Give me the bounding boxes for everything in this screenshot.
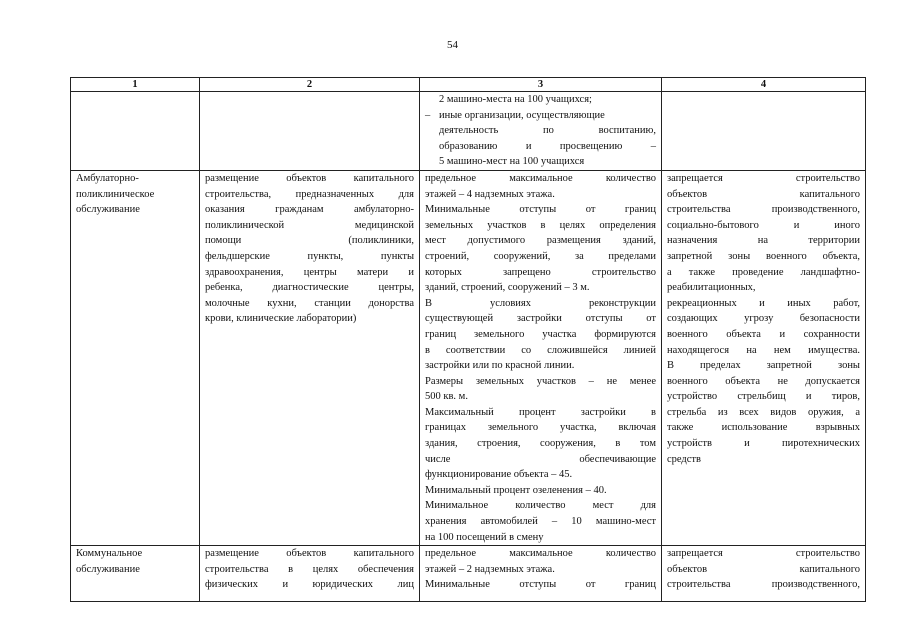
- cell-continued-col4: [662, 92, 866, 171]
- text-line: Амбулаторно-: [76, 172, 139, 184]
- text-line: зданий, строений, сооружений – 3 м.: [425, 282, 590, 294]
- table-header-row: [71, 78, 866, 92]
- text-line: физических и юридических лиц: [205, 579, 414, 591]
- list-dash: [425, 154, 439, 170]
- table-row-continued: [71, 92, 866, 171]
- cell-continued-col3: [420, 92, 662, 171]
- column-header-4: 4: [662, 78, 866, 92]
- text-line: предельное максимальное количество: [425, 172, 656, 184]
- text-line: также использование взрывных: [667, 422, 860, 434]
- list-line: [425, 154, 656, 170]
- text-line: застройки или по красной линии.: [425, 360, 575, 372]
- text-line: фельдшерские пункты, пункты: [205, 250, 414, 262]
- text-line: военного объекта и сохранности: [667, 328, 860, 340]
- text-line: в соответствии со сложившейся линией: [425, 344, 656, 356]
- text-line: строительства, предназначенных для: [205, 188, 414, 200]
- text-line: молочные кухни, станции донорства: [205, 297, 414, 309]
- list-text: 5 машино-мест на 100 учащихся: [439, 156, 585, 168]
- list-dash: –: [425, 109, 431, 121]
- text-line: устройство стрельбищ и тиров,: [667, 391, 860, 403]
- list-text: иные организации, осуществляющие: [439, 109, 605, 121]
- cell-communal-parameters: [420, 546, 662, 602]
- text-line: Коммунальное: [76, 548, 143, 560]
- text-line: объектов капитального: [667, 188, 860, 200]
- text-line: военного объекта не допускается: [667, 375, 860, 387]
- page-number: 54: [447, 39, 458, 51]
- text-line: Минимальное количество мест для: [425, 500, 656, 512]
- text-line: В пределах запретной зоны: [667, 360, 860, 372]
- text-line: границ земельного участка формируются: [425, 328, 656, 340]
- column-header-3: 3: [420, 78, 662, 92]
- text-line: земельных участков в целях определения: [425, 219, 656, 231]
- text-line: 500 кв. м.: [425, 391, 468, 403]
- text-line: размещение объектов капитального: [205, 172, 414, 184]
- text-line: поликлинической медицинской: [205, 219, 414, 231]
- list-line: [425, 92, 656, 108]
- text-line: здания, строения, сооружения, в том: [425, 438, 656, 450]
- list-line: [425, 139, 656, 155]
- text-line: В условиях реконструкции: [425, 297, 656, 309]
- text-line: реабилитационных,: [667, 282, 756, 294]
- text-line: рекреационных и иных работ,: [667, 297, 860, 309]
- text-line: помощи (поликлиники,: [205, 235, 414, 247]
- text-line: границах земельного участка, включая: [425, 422, 656, 434]
- cell-ambulatory-parameters: [420, 170, 662, 545]
- table-row-communal: [71, 546, 866, 602]
- text-line: размещение объектов капитального: [205, 548, 414, 560]
- text-line: назначения на территории: [667, 235, 860, 247]
- text-line: а также проведение ландшафтно-: [667, 266, 860, 278]
- text-line: запрещается строительство: [667, 172, 860, 184]
- text-line: социально-бытового и иного: [667, 219, 860, 231]
- cell-communal-restrictions: [662, 546, 866, 602]
- text-line: находящегося на нем имущества.: [667, 344, 860, 356]
- text-line: которых запрещено строительство: [425, 266, 656, 278]
- text-line: предельное максимальное количество: [425, 548, 656, 560]
- list-line: [425, 123, 656, 139]
- text-line: Максимальный процент застройки в: [425, 406, 656, 418]
- text-line: устройств и пиротехнических: [667, 438, 860, 450]
- text-line: обслуживание: [76, 563, 140, 575]
- text-line: стрельба из всех видов оружия, а: [667, 406, 860, 418]
- text-line: ребенка, диагностические центры,: [205, 282, 414, 294]
- text-line: существующей застройки отступы от: [425, 313, 656, 325]
- text-line: этажей – 4 надземных этажа.: [425, 188, 555, 200]
- cell-ambulatory-name: [71, 170, 200, 545]
- text-line: хранения автомобилей – 10 машино-мест: [425, 516, 656, 528]
- text-line: средств: [667, 453, 701, 465]
- cell-communal-description: [200, 546, 420, 602]
- list-text: образованию и просвещению –: [439, 140, 656, 152]
- text-line: Размеры земельных участков – не менее: [425, 375, 656, 387]
- table-row-ambulatory: [71, 170, 866, 545]
- text-line: строительства производственного,: [667, 579, 860, 591]
- list-text: деятельность по воспитанию,: [439, 125, 656, 137]
- text-line: на 100 посещений в смену: [425, 531, 544, 543]
- list-text: 2 машино-места на 100 учащихся;: [439, 94, 592, 105]
- text-line: здравоохранения, центры матери и: [205, 266, 414, 278]
- cell-continued-col1: [71, 92, 200, 171]
- text-line: обслуживание: [76, 204, 140, 216]
- text-line: объектов капитального: [667, 563, 860, 575]
- text-line: строительства производственного,: [667, 204, 860, 216]
- text-line: Минимальные отступы от границ: [425, 579, 656, 591]
- text-line: запретной зоны военного объекта,: [667, 250, 860, 262]
- cell-ambulatory-description: [200, 170, 420, 545]
- cell-communal-name: [71, 546, 200, 602]
- text-line: Минимальные отступы от границ: [425, 204, 656, 216]
- text-line: строений, сооружений, за пределами: [425, 250, 656, 262]
- list-line: [425, 108, 656, 124]
- zoning-regulations-table: [70, 77, 866, 602]
- column-header-1: 1: [71, 78, 200, 92]
- text-line: Минимальный процент озеленения – 40.: [425, 484, 607, 496]
- text-line: крови, клинические лаборатории): [205, 313, 357, 325]
- text-line: мест допустимого размещения зданий,: [425, 235, 656, 247]
- text-line: оказания гражданам амбулаторно-: [205, 204, 414, 216]
- text-line: этажей – 2 надземных этажа.: [425, 563, 555, 575]
- list-dash: [425, 92, 439, 108]
- text-line: запрещается строительство: [667, 548, 860, 560]
- cell-ambulatory-restrictions: [662, 170, 866, 545]
- text-line: создающих угрозу безопасности: [667, 313, 860, 325]
- cell-continued-col2: [200, 92, 420, 171]
- text-line: числе обеспечивающие: [425, 453, 656, 465]
- text-line: строительства в целях обеспечения: [205, 563, 414, 575]
- list-dash: [425, 139, 439, 155]
- list-dash: [425, 123, 439, 139]
- text-line: поликлиническое: [76, 188, 155, 200]
- text-line: функционирование объекта – 45.: [425, 469, 573, 481]
- column-header-2: 2: [200, 78, 420, 92]
